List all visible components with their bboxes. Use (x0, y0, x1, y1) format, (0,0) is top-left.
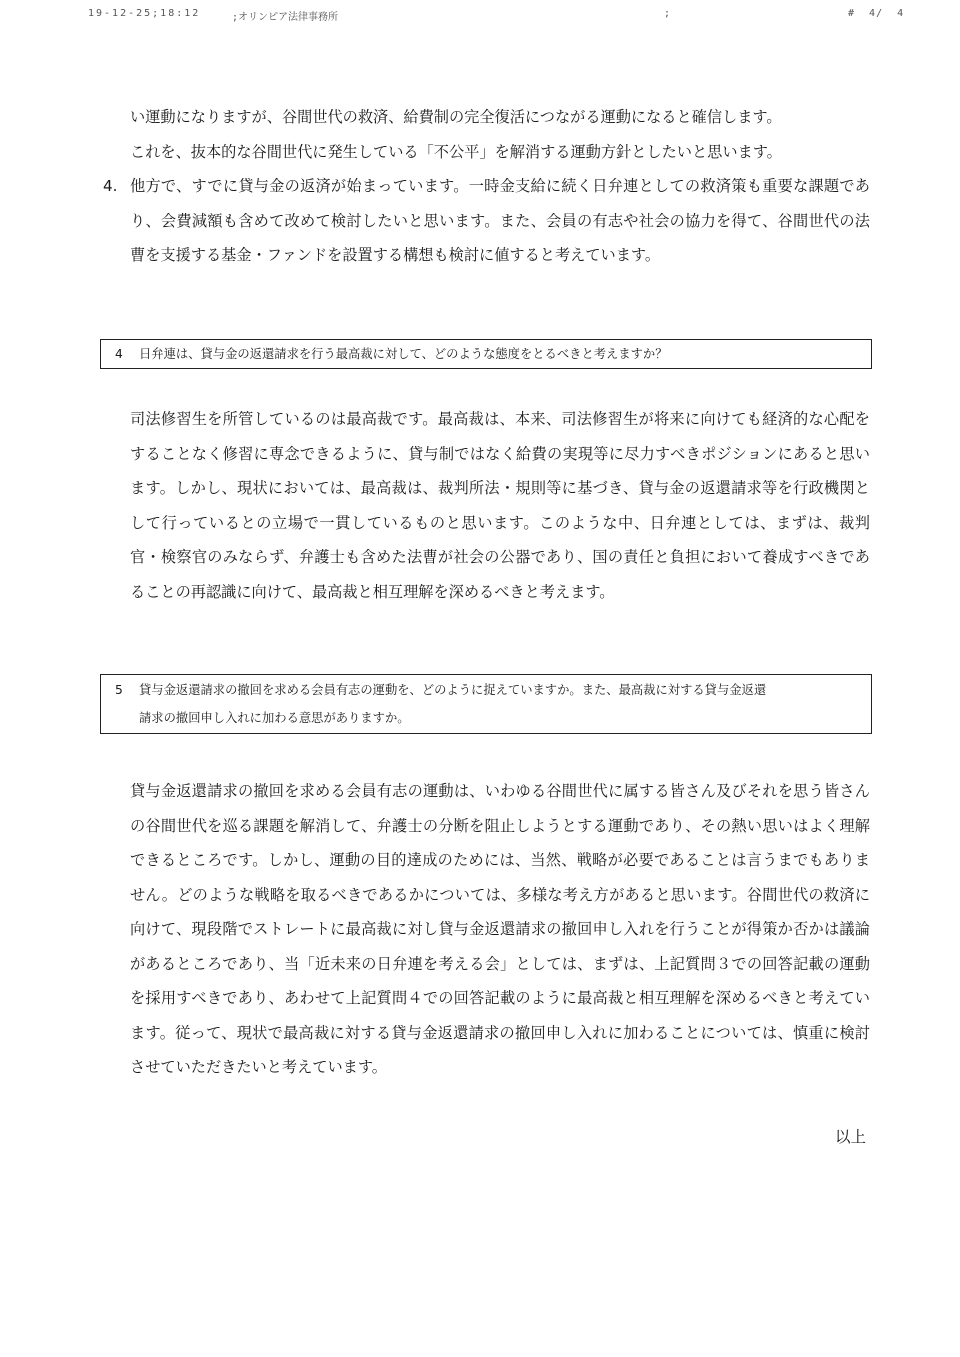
answer3-continuation (103, 100, 870, 273)
list-item-number: 4. (103, 177, 118, 195)
question-4-number: 4 (115, 347, 123, 361)
answer-4: 司法修習生を所管しているのは最高裁です。最高裁は、本来、司法修習生が将来に向けても経済的な心配をすることなく修習に専念できるように、貸与制ではなく給費の実現等に尽力すべきポジションにあると思います。しかし、現状においては、最高裁は、裁判所法・規則等に基づき、貸与金の返還請求等を行政機関として行っているとの立場で一貫しているものと思います。このような中、日弁連としては、まずは、裁判官・検察官のみならず、弁護士も含めた法曹が社会の公器であり、国の責任と負担において養成すべきであることの再認識に向けて、最高裁と相互理解を深めるべきと考えます。 (130, 410, 870, 601)
fax-page-number: # 4/ 4 (848, 8, 905, 19)
fax-separator: ; (664, 8, 671, 19)
fax-sender: ;オリンピア法律事務所 (232, 12, 339, 23)
list-item-4 (103, 169, 870, 273)
question-5-number: 5 (115, 683, 123, 697)
intro-line-2: これを、抜本的な谷間世代に発生している「不公平」を解消する運動方針としたいと思います。 (130, 142, 782, 161)
answer-5: 貸与金返還請求の撤回を求める会員有志の運動は、いわゆる谷間世代に属する皆さん及びそれを思う皆さんの谷間世代を巡る課題を解消して、弁護士の分断を阻止しようとする運動であり、その熱い思いはよく理解できるところです。しかし、運動の目的達成のためには、当然、戦略が必要であることは言うまでもありません。どのような戦略を取るべきであるかについては、多様な考え方があると思います。谷間世代の救済に向けて、現段階でストレートに最高裁に対し貸与金返還請求の撤回申し入れを行うことが得策か否かは議論があるところであり、当「近未来の日弁連を考える会」としては、まずは、上記質問３での回答記載の運動を採用すべきであり、あわせて上記質問４での回答記載のように最高裁と相互理解を深めるべきと考えています。従って、現状で最高裁に対する貸与金返還請求の撤回申し入れに加わることについては、慎重に検討させていただきたいと考えています。 (130, 782, 870, 1076)
list-item-text: 他方で、すでに貸与金の返済が始まっています。一時金支給に続く日弁連としての救済策も重要な課題であり、会費減額も含めて改めて検討したいと思います。また、会員の有志や社会の協力を得て、谷間世代の法曹を支援する基金・ファンドを設置する構想も検討に値すると考えています。 (130, 177, 870, 264)
question-5-line-2: 請求の撤回申し入れに加わる意思がありますか。 (139, 711, 410, 725)
question-5-box (100, 674, 872, 734)
closing-remark: 以上 (835, 1128, 867, 1146)
question-4-box (100, 339, 872, 369)
question-5-line-1: 貸与金返還請求の撤回を求める会員有志の運動を、どのように捉えていますか。また、最高裁に対する貸与金返還 (139, 683, 767, 697)
fax-header (0, 8, 960, 24)
fax-timestamp: 19-12-25;18:12 (88, 8, 201, 19)
question-4-text: 日弁連は、貸与金の返還請求を行う最高裁に対して、どのような態度をとるべきと考えますか？ (139, 347, 668, 361)
intro-line-1: い運動になりますが、谷間世代の救済、給費制の完全復活につながる運動になると確信します。 (130, 108, 782, 126)
